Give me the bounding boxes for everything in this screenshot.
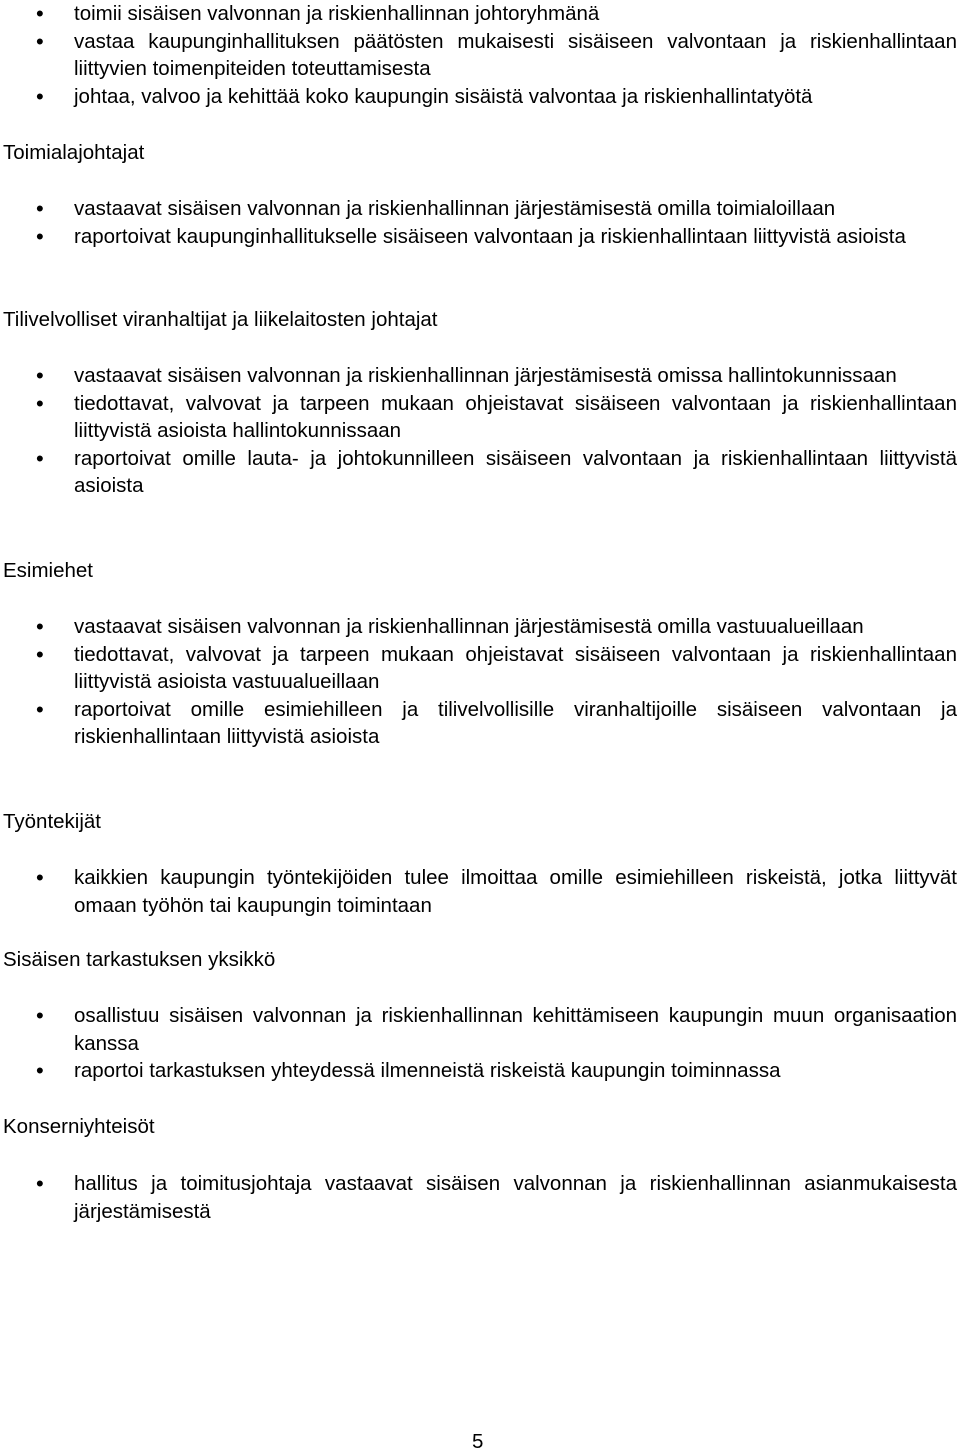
bullet-icon: • xyxy=(36,390,44,416)
list-item xyxy=(0,362,960,390)
bullet-icon: • xyxy=(36,865,44,890)
section-5-list xyxy=(0,1002,960,1085)
section-heading-tilivelvolliset: Tilivelvolliset viranhaltijat ja liikelaitosten johtajat xyxy=(3,308,438,331)
list-item xyxy=(0,641,960,696)
list-item-text: vastaa kaupunginhallituksen päätösten mukaisesti sisäiseen valvontaan ja riskienhallintaan liittyvien toimenpiteiden toteuttamisesta xyxy=(74,29,957,80)
list-item xyxy=(0,0,960,28)
section-4-list xyxy=(0,864,960,919)
bullet-icon: • xyxy=(36,696,44,722)
list-item-text: osallistuu sisäisen valvonnan ja riskienhallinnan kehittämiseen kaupungin muun organisaation kanssa xyxy=(74,1004,957,1055)
list-item-text: tiedottavat, valvovat ja tarpeen mukaan ohjeistavat sisäiseen valvontaan ja riskienhallintaan liittyvistä asioista vastuualueillaan xyxy=(74,642,957,693)
section-6-list xyxy=(0,1170,960,1225)
list-item xyxy=(0,1057,960,1085)
bullet-icon: • xyxy=(36,1171,44,1196)
section-3-list xyxy=(0,613,960,751)
bullet-icon: • xyxy=(36,614,44,639)
list-item-text: vastaavat sisäisen valvonnan ja riskienhallinnan järjestämisestä omilla vastuualueillaan xyxy=(74,615,864,638)
list-item xyxy=(0,1170,960,1225)
list-item-text: toimii sisäisen valvonnan ja riskienhallinnan johtoryhmänä xyxy=(74,2,600,25)
list-item-text: raportoivat omille lauta- ja johtokunnilleen sisäiseen valvontaan ja riskienhallintaan liittyvistä asioista xyxy=(74,446,957,497)
bullet-icon: • xyxy=(36,1,44,26)
list-item xyxy=(0,223,960,251)
list-item-text: vastaavat sisäisen valvonnan ja riskienhallinnan järjestämisestä omilla toimialoillaan xyxy=(74,197,836,220)
list-item xyxy=(0,864,960,919)
list-item xyxy=(0,1002,960,1057)
list-item-text: tiedottavat, valvovat ja tarpeen mukaan ohjeistavat sisäiseen valvontaan ja riskienhallintaan liittyvistä asioista hallintokunnissaan xyxy=(74,391,957,442)
bullet-icon: • xyxy=(36,28,44,54)
bullet-icon: • xyxy=(36,1058,44,1083)
section-0-list xyxy=(0,0,960,110)
list-item xyxy=(0,445,960,500)
bullet-icon: • xyxy=(36,641,44,667)
bullet-icon: • xyxy=(36,363,44,388)
list-item-text: raportoi tarkastuksen yhteydessä ilmenneistä riskeistä kaupungin toiminnassa xyxy=(74,1059,781,1082)
bullet-icon: • xyxy=(36,445,44,471)
page-number: 5 xyxy=(472,1430,484,1453)
list-item xyxy=(0,390,960,445)
list-item-text: raportoivat omille esimiehilleen ja tilivelvollisille viranhaltijoille sisäiseen valvontaan ja riskienhallintaan liittyvistä asioista xyxy=(74,697,957,748)
list-item-text: hallitus ja toimitusjohtaja vastaavat sisäisen valvonnan ja riskienhallinnan asianmukaisesta järjestämisestä xyxy=(74,1172,957,1223)
section-heading-tyontekijat: Työntekijät xyxy=(3,810,101,833)
section-heading-sisaisen-tarkastuksen-yksikko: Sisäisen tarkastuksen yksikkö xyxy=(3,948,276,971)
list-item xyxy=(0,83,960,111)
list-item-text: vastaavat sisäisen valvonnan ja riskienhallinnan järjestämisestä omissa hallintokunnissaan xyxy=(74,364,897,387)
list-item xyxy=(0,613,960,641)
bullet-icon: • xyxy=(36,1003,44,1028)
list-item-text: kaikkien kaupungin työntekijöiden tulee ilmoittaa omille esimiehilleen riskeistä, jotka liittyvät omaan työhön tai kaupungin toimintaan xyxy=(74,866,957,917)
list-item-text: johtaa, valvoo ja kehittää koko kaupungin sisäistä valvontaa ja riskienhallintatyötä xyxy=(74,84,813,108)
section-heading-toimialajohtajat: Toimialajohtajat xyxy=(3,141,145,164)
bullet-icon: • xyxy=(36,83,44,109)
section-2-list xyxy=(0,362,960,500)
section-heading-konserniyhteisot: Konserniyhteisöt xyxy=(3,1115,155,1138)
bullet-icon: • xyxy=(36,223,44,249)
bullet-icon: • xyxy=(36,196,44,221)
list-item xyxy=(0,696,960,751)
section-1-list xyxy=(0,195,960,250)
list-item xyxy=(0,195,960,223)
list-item xyxy=(0,28,960,83)
list-item-text: raportoivat kaupunginhallitukselle sisäiseen valvontaan ja riskienhallintaan liittyvistä asioista xyxy=(74,224,906,248)
section-heading-esimiehet: Esimiehet xyxy=(3,559,94,582)
